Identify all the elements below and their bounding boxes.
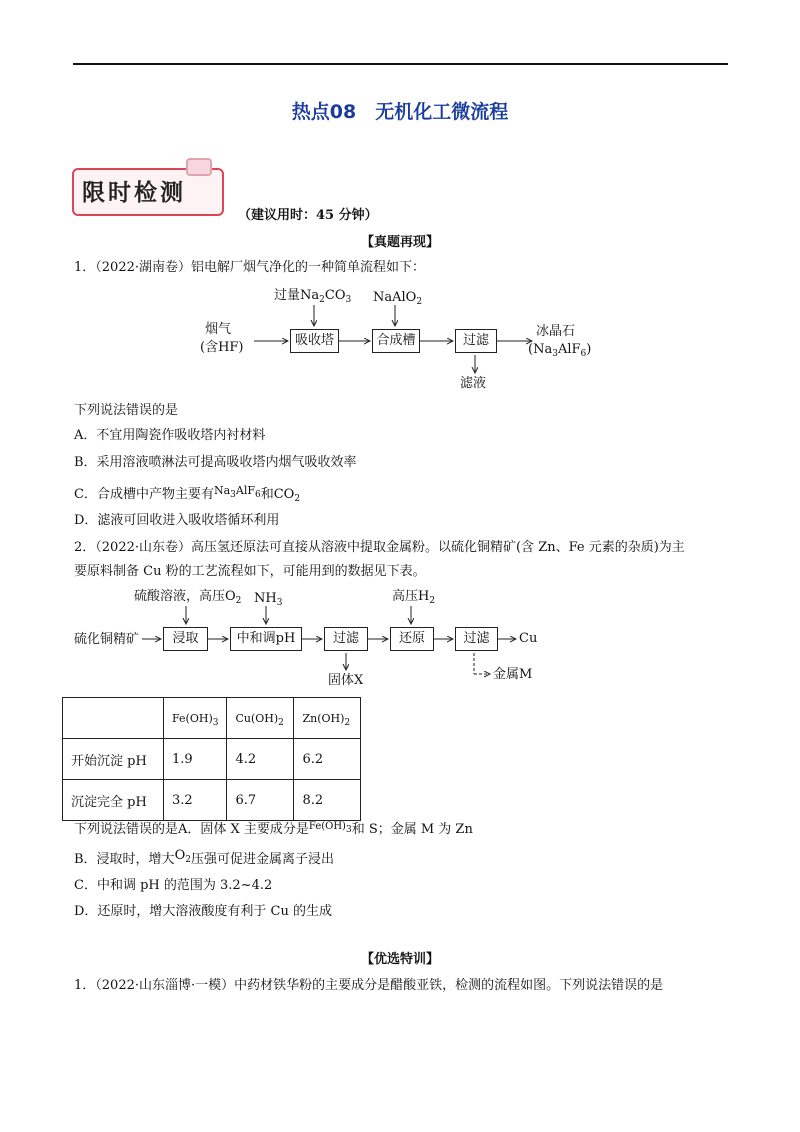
section-heading-selected: 【优选特训】 <box>360 952 439 967</box>
table-header-cell: $Cu(OH)_2$ <box>227 698 294 739</box>
table-cell: 6.7 <box>227 780 294 821</box>
q2-reagent1: 硫酸溶液，高压$O_2$ <box>134 589 242 606</box>
q1-box-synthesis: 合成槽 <box>372 329 420 353</box>
q2-data-table <box>62 697 361 821</box>
table-cell: 开始沉淀 pH <box>63 739 164 780</box>
q1-product: 冰晶石 <box>536 324 576 339</box>
badge-label: 限时检测 <box>82 180 186 206</box>
table-cell: 沉淀完全 pH <box>63 780 164 821</box>
q2-product: Cu <box>519 631 538 646</box>
q2-metal-m: 金属M <box>493 667 533 682</box>
q1-option-b: B．采用溶液喷淋法可提高吸收塔内烟气吸收效率 <box>74 455 357 470</box>
q3-stem: 1．（2022·山东淄博·一模）中药材铁华粉的主要成分是醋酸亚铁，检测的流程如图。下列说法错误的是 <box>74 978 664 993</box>
table-header-cell: $Zn(OH)_2$ <box>294 698 361 739</box>
q1-stem: 1．（2022·湖南卷）铝电解厂烟气净化的一种简单流程如下： <box>74 260 425 275</box>
table-cell: 4.2 <box>227 739 294 780</box>
q2-reagent2: $NH_3$ <box>254 591 283 608</box>
table-cell: 3.2 <box>164 780 227 821</box>
q2-box-neutralize: 中和调pH <box>230 627 302 651</box>
q2-option-a: 下列说法错误的是A．固体 X 主要成分是$^{Fe(OH)_3}$和 S；金属 M 为 Zn <box>74 821 473 837</box>
q1-filtrate: 滤液 <box>460 376 487 391</box>
q2-option-b: B．浸取时，增大$O_2$压强可促进金属离子浸出 <box>74 848 334 867</box>
q1-feed-sub: (含HF) <box>200 340 244 355</box>
q2-option-c: C．中和调 pH 的范围为 3.2~4.2 <box>74 878 273 893</box>
paperclip-icon <box>186 158 212 176</box>
q1-reagent2: NaAlO$_2$ <box>373 290 423 307</box>
q1-reagent1: 过量$Na_2CO_3$ <box>274 288 352 305</box>
q2-box-filter2: 过滤 <box>455 627 498 651</box>
table-header-cell: $Fe(OH)_3$ <box>164 698 227 739</box>
q1-option-d: D．滤液可回收进入吸收塔循环利用 <box>74 513 280 528</box>
table-row <box>63 698 361 739</box>
q2-stem-line2: 要原料制备 Cu 粉的工艺流程如下，可能用到的数据见下表。 <box>74 564 426 579</box>
q2-flow-diagram <box>70 588 550 688</box>
q2-box-reduce: 还原 <box>390 627 434 651</box>
q1-question: 下列说法错误的是 <box>74 403 179 418</box>
q2-solid-x: 固体X <box>328 673 364 688</box>
section-heading-real: 【真题再现】 <box>360 235 439 250</box>
q2-option-d: D．还原时，增大溶液酸度有利于 Cu 的生成 <box>74 904 333 919</box>
q2-stem-line1: 2．（2022·山东卷）高压氢还原法可直接从溶液中提取金属粉。以硫化铜精矿(含 Zn、Fe 元素的杂质)为主 <box>74 540 685 555</box>
top-rule <box>73 63 728 65</box>
table-header-cell <box>63 698 164 739</box>
q1-flow-diagram <box>180 285 600 395</box>
q1-box-filter: 过滤 <box>455 329 497 353</box>
q1-box-absorber: 吸收塔 <box>290 329 339 353</box>
q2-feed: 硫化铜精矿 <box>74 632 140 647</box>
q1-feed-label: 烟气 <box>205 322 232 337</box>
q2-box-leach: 浸取 <box>163 627 208 651</box>
table-cell: 6.2 <box>294 739 361 780</box>
q2-reagent3: 高压$H_2$ <box>392 589 436 606</box>
q1-option-a: A．不宜用陶瓷作吸收塔内衬材料 <box>74 428 266 443</box>
table-row <box>63 739 361 780</box>
table-row <box>63 780 361 821</box>
table-cell: 8.2 <box>294 780 361 821</box>
table-cell: 1.9 <box>164 739 227 780</box>
timed-test-badge <box>68 160 224 216</box>
q1-product-formula: $(Na_3AlF_6)$ <box>528 342 592 359</box>
q1-option-c: C．合成槽中产物主要有$^{Na_3AlF_6}$和$CO_2$ <box>74 484 301 504</box>
q2-box-filter1: 过滤 <box>324 627 368 651</box>
time-hint: （建议用时：45 分钟） <box>238 208 378 223</box>
page-title: 热点08 无机化工微流程 <box>291 101 509 123</box>
